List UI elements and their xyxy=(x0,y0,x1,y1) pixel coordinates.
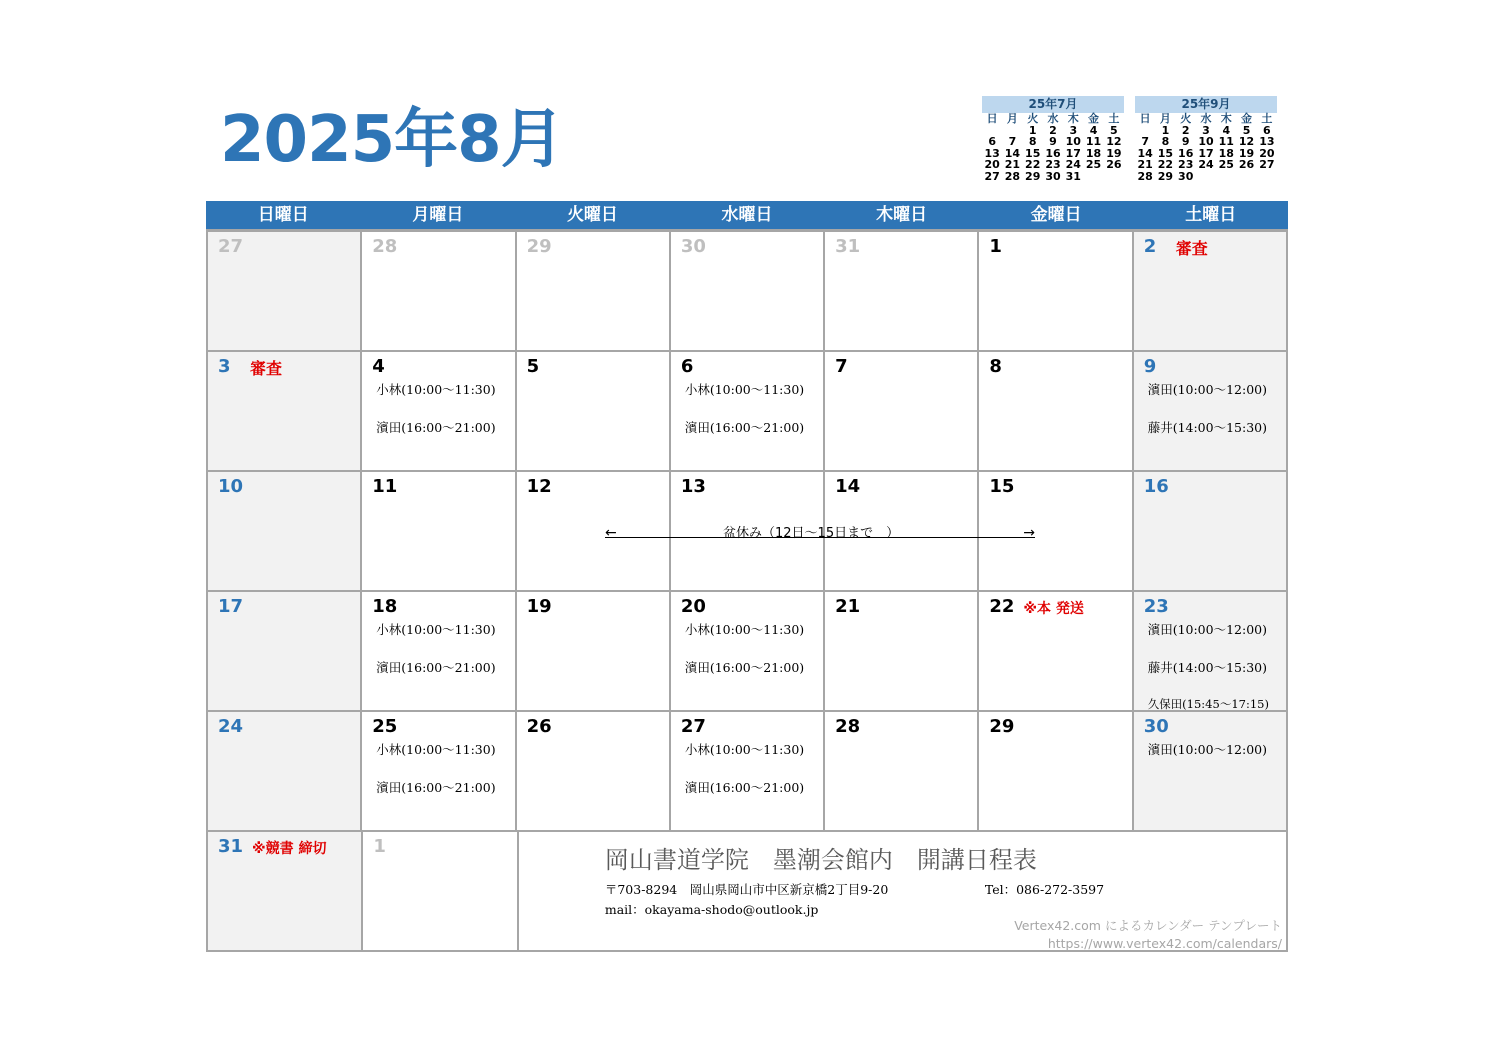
mini-weekday: 火 xyxy=(1027,112,1039,125)
weekday-header: 水曜日 xyxy=(721,205,773,225)
mini-day: 26 xyxy=(1238,158,1255,171)
mini-weekday: 月 xyxy=(1159,112,1171,125)
day-number: 2 xyxy=(1143,236,1157,257)
lesson-entry: 濱田(16:00～21:00) xyxy=(684,660,805,675)
phone: Tel：086-272-3597 xyxy=(984,882,1105,897)
mini-day: 6 xyxy=(988,135,996,148)
day-cell xyxy=(671,712,825,832)
mini-day: 13 xyxy=(984,146,1000,160)
day-number: 29 xyxy=(989,716,1015,737)
lesson-entry: 濱田(16:00～21:00) xyxy=(376,660,496,675)
day-cell xyxy=(979,352,1133,472)
day-number: 16 xyxy=(1143,476,1169,497)
mini-day: 28 xyxy=(1137,169,1153,183)
mini-day: 16 xyxy=(1178,146,1194,160)
mini-day: 18 xyxy=(1218,146,1234,160)
lesson-entry: 小林(10:00～11:30) xyxy=(376,742,496,757)
week-row xyxy=(206,712,1288,832)
mini-day: 25 xyxy=(1218,158,1234,171)
mini-day: 5 xyxy=(1110,123,1118,137)
mini-day: 8 xyxy=(1161,135,1170,148)
day-cell xyxy=(208,592,362,712)
mini-weekday: 水 xyxy=(1200,112,1212,125)
day-cell xyxy=(208,712,362,832)
address: 〒703-8294 岡山県岡山市中区新京橋2丁目9-20 xyxy=(604,882,889,897)
mini-day: 24 xyxy=(1198,158,1214,171)
mini-day: 15 xyxy=(1157,146,1174,160)
mini-week-row xyxy=(982,159,1124,171)
lesson-entry: 濱田(16:00～21:00) xyxy=(376,420,496,435)
lesson-entry: 小林(10:00～11:30) xyxy=(684,382,805,397)
mini-weekday: 金 xyxy=(1088,112,1100,125)
mini-day: 9 xyxy=(1049,135,1057,148)
lesson-entry: 濱田(16:00～21:00) xyxy=(376,780,496,795)
mini-week-row xyxy=(982,136,1124,148)
event-tag: ※競書 締切 xyxy=(252,841,327,857)
mini-day: 31 xyxy=(1065,169,1081,183)
mini-day: 16 xyxy=(1045,146,1061,160)
lesson-entry: 濱田(16:00～21:00) xyxy=(684,780,805,795)
mini-weekday: 火 xyxy=(1180,112,1192,125)
event-tag: 審査 xyxy=(1175,239,1208,258)
day-number: 3 xyxy=(218,356,231,377)
page-title: 2025年8月 xyxy=(220,103,564,177)
mini-day: 12 xyxy=(1106,135,1122,148)
lesson-entry: 久保田(15:45～17:15) xyxy=(1147,697,1269,711)
mini-day: 17 xyxy=(1198,146,1214,160)
lesson-entry: 濱田(16:00～21:00) xyxy=(684,420,805,435)
day-cell xyxy=(671,232,825,352)
day-cell xyxy=(1134,352,1288,472)
day-cell xyxy=(825,352,979,472)
mini-weekday: 金 xyxy=(1241,112,1253,125)
event-tag: ※本 発送 xyxy=(1023,601,1084,617)
school-name: 岡山書道学院 墨潮会館内 開講日程表 xyxy=(604,846,1037,874)
weekday-header: 金曜日 xyxy=(1030,205,1082,225)
mini-day: 8 xyxy=(1028,135,1037,148)
mini-week-row xyxy=(1135,136,1277,148)
day-number: 4 xyxy=(372,356,385,377)
mini-day xyxy=(1083,171,1103,183)
mini-day: 20 xyxy=(1259,146,1275,160)
day-cell xyxy=(671,592,825,712)
mini-day: 14 xyxy=(1004,146,1021,160)
day-cell xyxy=(1134,472,1288,592)
mini-day: 19 xyxy=(1106,146,1122,160)
mini-calendar-table xyxy=(982,113,1124,182)
mini-day xyxy=(1104,171,1124,183)
mini-day: 11 xyxy=(1085,135,1102,148)
day-cell xyxy=(208,352,362,472)
mini-day: 2 xyxy=(1049,123,1057,137)
mini-day: 29 xyxy=(1157,169,1174,183)
lesson-entry: 小林(10:00～11:30) xyxy=(376,382,496,397)
mini-day: 10 xyxy=(1065,135,1081,148)
day-cell xyxy=(362,592,516,712)
mini-calendar-header: 25年9月 xyxy=(1135,96,1277,113)
day-cell xyxy=(671,352,825,472)
day-cell xyxy=(362,472,516,592)
mini-day: 24 xyxy=(1065,158,1081,171)
mini-weekday: 日 xyxy=(1139,112,1151,125)
mini-day xyxy=(1236,171,1256,183)
lesson-entry: 濱田(10:00～12:00) xyxy=(1147,742,1267,757)
day-number: 27 xyxy=(218,236,244,257)
day-number: 19 xyxy=(526,596,552,617)
day-number: 9 xyxy=(1143,356,1157,377)
mini-day: 22 xyxy=(1157,158,1174,171)
day-number: 30 xyxy=(680,236,706,257)
week-row xyxy=(206,352,1288,472)
weekday-header: 月曜日 xyxy=(412,205,464,225)
mini-calendar-next xyxy=(1135,96,1277,182)
mini-day: 27 xyxy=(984,169,1000,183)
lesson-entry: 藤井(14:00～15:30) xyxy=(1147,660,1267,675)
weekday-header-row xyxy=(206,201,1288,229)
day-cell xyxy=(979,592,1133,712)
lesson-entry: 濱田(10:00～12:00) xyxy=(1147,382,1267,397)
day-number: 30 xyxy=(1143,716,1169,737)
day-cell xyxy=(362,352,516,472)
mini-day: 30 xyxy=(1045,169,1061,183)
mini-calendar-header: 25年7月 xyxy=(982,96,1124,113)
mini-day: 4 xyxy=(1089,123,1098,137)
day-cell xyxy=(208,232,362,352)
day-cell xyxy=(1134,232,1288,352)
mini-weekday: 土 xyxy=(1261,112,1273,125)
day-number: 31 xyxy=(835,236,861,257)
mini-day: 23 xyxy=(1178,158,1194,171)
lesson-entry: 濱田(10:00～12:00) xyxy=(1147,622,1267,637)
day-number: 22 xyxy=(989,596,1015,617)
day-cell xyxy=(825,232,979,352)
day-cell xyxy=(825,712,979,832)
day-number: 7 xyxy=(835,356,848,377)
lesson-entry: 藤井(14:00～15:30) xyxy=(1147,420,1267,435)
mini-day xyxy=(1216,171,1236,183)
day-number: 1 xyxy=(989,236,1002,257)
mini-day: 9 xyxy=(1181,135,1190,148)
mini-day: 18 xyxy=(1085,146,1102,160)
mini-weekday-row xyxy=(982,113,1124,125)
mini-week-row xyxy=(1135,159,1277,171)
mini-day: 13 xyxy=(1259,135,1275,148)
day-number: 20 xyxy=(680,596,706,617)
mini-week-row xyxy=(982,171,1124,183)
day-number: 15 xyxy=(989,476,1015,497)
day-cell xyxy=(825,592,979,712)
footer-info xyxy=(519,832,1288,952)
day-number: 23 xyxy=(1143,596,1169,617)
day-number: 12 xyxy=(526,476,552,497)
day-cell xyxy=(979,712,1133,832)
right-arrow-icon: → xyxy=(1023,525,1035,541)
mini-day: 3 xyxy=(1202,123,1210,137)
mini-day: 14 xyxy=(1137,146,1153,160)
day-number: 31 xyxy=(218,836,244,857)
mini-day: 28 xyxy=(1004,169,1021,183)
mini-day: 4 xyxy=(1222,123,1231,137)
day-number: 17 xyxy=(218,596,244,617)
mini-weekday: 水 xyxy=(1047,112,1059,125)
mini-calendar-table xyxy=(1135,113,1277,182)
day-number: 28 xyxy=(372,236,398,257)
day-number: 1 xyxy=(373,836,386,857)
week-row xyxy=(206,229,1288,352)
mini-day: 7 xyxy=(1141,135,1149,148)
mini-weekday: 木 xyxy=(1067,112,1079,125)
mini-day: 10 xyxy=(1198,135,1214,148)
mini-day: 2 xyxy=(1181,123,1190,137)
mini-weekday: 月 xyxy=(1006,112,1018,125)
day-cell xyxy=(363,832,518,952)
day-number: 25 xyxy=(372,716,398,737)
day-number: 18 xyxy=(372,596,398,617)
day-cell xyxy=(517,352,671,472)
template-url: https://www.vertex42.com/calendars/ xyxy=(1047,936,1282,951)
mini-day xyxy=(1257,171,1277,183)
day-cell xyxy=(517,712,671,832)
mini-day: 1 xyxy=(1028,123,1037,137)
day-cell xyxy=(208,832,363,952)
mini-day: 22 xyxy=(1025,158,1041,171)
day-number: 28 xyxy=(835,716,861,737)
week-row xyxy=(206,592,1288,712)
week-row xyxy=(206,832,1288,952)
mini-calendar-prev xyxy=(982,96,1124,182)
obon-label: 盆休み（12日～15日まで ） xyxy=(723,526,900,541)
day-number: 26 xyxy=(526,716,552,737)
day-number: 13 xyxy=(680,476,706,497)
mini-day: 15 xyxy=(1025,146,1041,160)
mini-day: 5 xyxy=(1242,123,1251,137)
mini-day: 7 xyxy=(1008,135,1017,148)
day-number: 27 xyxy=(680,716,706,737)
left-arrow-icon: ← xyxy=(605,525,617,541)
day-number: 11 xyxy=(372,476,398,497)
day-cell xyxy=(362,232,516,352)
day-cell xyxy=(208,472,362,592)
mini-day: 29 xyxy=(1025,169,1041,183)
day-number: 24 xyxy=(218,716,244,737)
email: mail：okayama-shodo@outlook.jp xyxy=(604,902,819,917)
day-number: 5 xyxy=(526,356,540,377)
day-cell xyxy=(979,232,1133,352)
weekday-header: 日曜日 xyxy=(257,205,309,225)
mini-day: 6 xyxy=(1263,123,1271,137)
mini-day: 12 xyxy=(1238,135,1255,148)
day-number: 21 xyxy=(835,596,861,617)
day-cell xyxy=(517,592,671,712)
mini-weekday: 木 xyxy=(1220,112,1232,125)
day-number: 14 xyxy=(835,476,861,497)
day-number: 8 xyxy=(989,356,1002,377)
day-number: 10 xyxy=(218,476,244,497)
day-cell xyxy=(362,712,516,832)
weekday-header: 土曜日 xyxy=(1185,205,1237,225)
mini-day: 3 xyxy=(1069,123,1078,137)
mini-day: 19 xyxy=(1238,146,1255,160)
mini-day: 11 xyxy=(1218,135,1234,148)
mini-day: 1 xyxy=(1161,123,1170,137)
lesson-entry: 小林(10:00～11:30) xyxy=(684,622,805,637)
mini-day: 30 xyxy=(1178,169,1194,183)
event-tag: 審査 xyxy=(250,359,283,378)
mini-day: 25 xyxy=(1085,158,1102,171)
mini-day xyxy=(1196,171,1216,183)
lesson-entry: 小林(10:00～11:30) xyxy=(684,742,805,757)
lesson-entry: 小林(10:00～11:30) xyxy=(376,622,496,637)
day-number: 29 xyxy=(526,236,552,257)
mini-week-row xyxy=(1135,171,1277,183)
obon-holiday-range xyxy=(605,520,1035,540)
mini-day: 17 xyxy=(1065,146,1081,160)
day-cell xyxy=(1134,712,1288,832)
month-grid xyxy=(206,201,1288,952)
day-cell xyxy=(517,232,671,352)
mini-weekday: 日 xyxy=(986,112,998,125)
mini-weekday-row xyxy=(1135,113,1277,125)
mini-day: 20 xyxy=(984,158,1000,171)
mini-weekday: 土 xyxy=(1108,112,1120,125)
mini-day: 27 xyxy=(1259,158,1275,171)
mini-day: 21 xyxy=(1004,158,1021,171)
weekday-header: 火曜日 xyxy=(566,205,618,225)
mini-day: 26 xyxy=(1106,158,1122,171)
weekday-header: 木曜日 xyxy=(876,205,928,225)
template-credit: Vertex42.com によるカレンダー テンプレート xyxy=(1014,918,1282,933)
day-number: 6 xyxy=(680,356,694,377)
mini-day: 21 xyxy=(1137,158,1153,171)
day-cell xyxy=(1134,592,1288,712)
mini-day: 23 xyxy=(1045,158,1061,171)
